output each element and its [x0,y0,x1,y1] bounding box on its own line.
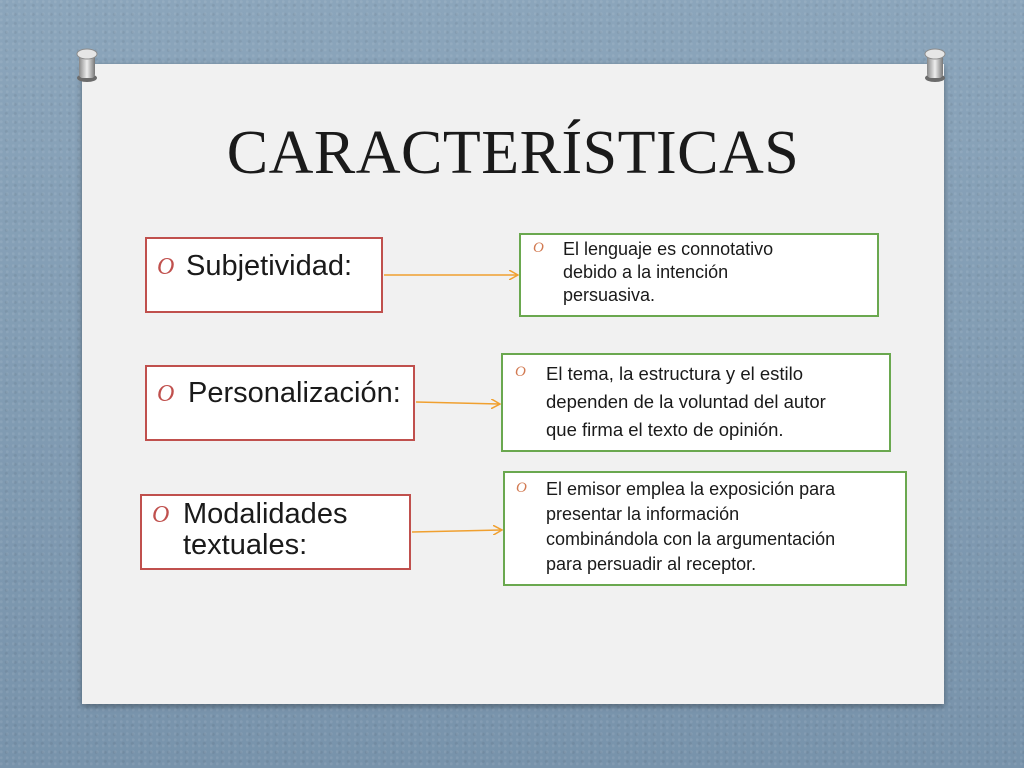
bullet-icon: O [152,502,170,528]
arrow-3 [412,530,501,532]
description-line: presentar la información [546,504,740,524]
description-line: dependen de la voluntad del autor [546,391,826,412]
description-line: persuasiva. [563,285,656,305]
slide-title: CARACTERÍSTICAS [226,119,800,187]
term-label: textuales: [183,529,308,561]
description-line: combinándola con la argumentación [546,529,836,549]
description-line: El emisor emplea la exposición para [546,479,836,499]
arrow-2 [416,402,499,404]
description-line: debido a la intención [563,262,729,282]
bullet-icon: O [533,240,544,256]
bullet-icon: O [516,480,527,496]
term-label: Personalización: [188,377,401,409]
description-line: para persuadir al receptor. [546,554,757,574]
term-label: Subjetividad: [186,250,353,282]
bullet-icon: O [157,254,175,280]
bullet-icon: O [515,364,526,380]
description-line: El tema, la estructura y el estilo [546,363,804,384]
term-label: Modalidades [183,498,348,530]
description-line: que firma el texto de opinión. [546,419,784,440]
description-line: El lenguaje es connotativo [563,239,774,259]
bullet-icon: O [157,381,175,407]
